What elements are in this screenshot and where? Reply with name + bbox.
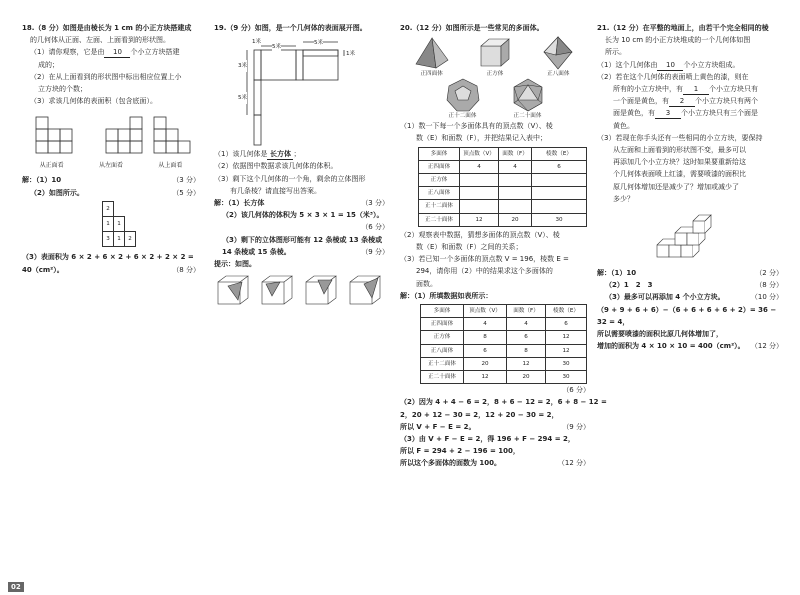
q19-hint-svg	[214, 272, 389, 308]
q18-label-front: 从正面看	[39, 162, 64, 170]
q21-sol3: （3）最多可以再添加 4 个小立方块。	[605, 293, 725, 302]
q21-sol2: （2）1 2 3	[605, 281, 653, 290]
table-row: 正四面体 4 4 6	[419, 160, 587, 173]
q21-blank-3: 2	[669, 97, 695, 107]
grid-cell: 2	[103, 201, 114, 216]
question-19: 19.（9 分）如图，是一个几何体的表面展开图。 1米 5米 5米 1米 3米 5米 （1）该几何体是 长方体 ； （2）依据图中数据求该几何体的体积。 （3）剩下这个几何体的一个角，剩余的立体图形 有几条棱？请直接写出答案。 解：（1）长方体 （3 分） （2）该几何体的体积为 5 × 3 × 1 = 15（米³）。 （6 分） （3）剩下的立体图形可能有 12 条棱或 13 条棱或 14 条棱或 15 条棱。 （9 分） 提示：如图。	[214, 22, 389, 308]
page-footer	[8, 574, 24, 593]
table-row: 正八面体 6 8 12	[421, 344, 587, 357]
octahedron-icon	[540, 36, 576, 70]
table-row: 正八面体	[419, 187, 587, 200]
grid-cell: 2	[125, 232, 136, 247]
question-20: 20.（12 分）如图所示是一些常见的多面体。 正四面体 正方体 正八面体 正十二面体 正二十面体 （1）数一下每一个多面体具有的顶点数（V）、棱 数（E）和面数（F），并把结果记入表中； 多面体 顶点数（V） 面数（F） 棱数（E） 正四面体 4 4 6 正方体 正八面体 正十二面体 正二十面体 12 20 30 （2）观察表中数据，猜想多面体的顶点数（V）、棱 数（E）和面数（F）之间的关系； （3）若已知一个多面体的顶点数 V = 196，棱数 E = 294，请你用（2）中的结果求这个多面体的 面数。 解：（1）所填数据如表所示： 多面体 顶点数（V） 面数（F） 棱数（E） 正四面体 4 4 6 正方体 8 6 12 正八面体 6 8 12 正十二面体 20 12 30 正二十面体 12 20 30 （6 分） （2）因为 4 + 4 − 6 = 2，8 + 6 − 12 = 2，6 + 8 − 12 = 2，20 + 12 − 30 = 2，12 + 20 − 30 = 2， 所以 V + F − E = 2。 （9 分） （3）由 V + F − E = 2，得 196 + F − 294 = 2， 所以 F = 294 + 2 − 196 = 100， 所以这个多面体的面数为 100。 （12 分）	[400, 24, 607, 468]
q18-label-top: 从上面看	[158, 162, 183, 170]
question-18: 18.（8 分）如图是由棱长为 1 cm 的小正方块搭建成 的几何体从正面、左面、上面看到的形状图。 （1）请你观察，它是由 10 个小立方块搭建 成的； （2）在从上面看到的形状图中标出相应位置上小 立方块的个数； （3）求该几何体的表面积（包含底面）。 从正面看 从左面看 从上面看 解：（1）10 （3 分） （2）如图所示。 （5 分） 2 1 1 3 1 2 （3）表面积为 6 × 2 + 6 × 2 + 6 × 2 + 2 × 2 = 40（cm²）。 （8 分）	[22, 24, 200, 274]
q19-sol3: （3）剩下的立体图形可能有 12 条棱或 13 条棱或	[222, 235, 383, 244]
dim-label: 1米	[346, 51, 356, 58]
q18-views-svg	[22, 113, 200, 161]
shape-label: 正十二面体	[448, 113, 477, 120]
grid-cell: 1	[103, 217, 114, 232]
q19-head: 19.（9 分）如图，是一个几何体的表面展开图。	[214, 24, 367, 32]
cube-icon	[477, 36, 513, 70]
q18-count-grid	[102, 201, 200, 248]
q19-hint: 提示：如图。	[214, 260, 256, 269]
q20-table-question: 多面体 顶点数（V） 面数（F） 棱数（E） 正四面体 4 4 6 正方体 正八面体 正十二面体 正二十面体 12 20 30	[418, 147, 587, 227]
shape-label: 正四面体	[420, 71, 443, 78]
grid-cell: 1	[114, 232, 125, 247]
q20-sol2: （2）因为 4 + 4 − 6 = 2，8 + 6 − 12 = 2，6 + 8 − 12 =	[400, 398, 607, 407]
q19-blank-1: 长方体	[267, 150, 293, 160]
table-row: 正方体 8 6 12	[421, 331, 587, 344]
q21-blank-4: 3	[655, 109, 681, 119]
dim-label: 5米	[272, 41, 281, 53]
q18-blank-1: 10	[104, 48, 130, 58]
grid-cell: 1	[114, 217, 125, 232]
table-row: 正二十面体 12 20 30	[421, 371, 587, 384]
q21-blank-2: 1	[683, 85, 709, 95]
q21-cube-stack-svg	[653, 211, 717, 261]
q20-polyhedra-row-1	[400, 36, 590, 78]
q19-hint-cubes	[214, 272, 389, 308]
shape-label: 正二十面体	[513, 113, 542, 120]
table-row: 正十二面体 20 12 30	[421, 357, 587, 370]
q18-head: 18.（8 分）如图是由棱长为 1 cm 的小正方块搭建成	[22, 24, 192, 32]
q21-sol1: 解：（1）10	[597, 269, 637, 278]
q21-blank-1: 10	[657, 61, 683, 71]
icosahedron-icon	[510, 78, 546, 112]
question-21: 21.（12 分）在平整的地面上，由若干个完全相同的棱 长为 10 cm 的小正方块堆成的一个几何体如图 所示。 （1）这个几何体由 10 个小立方块组成。 （2）若在这个几何体的表面喷上黄色的漆，则在 所有的小立方块中，有 1 个小立方块只有 一个面是黄色，有 2 个小立方块只有两个 面是黄色，有 3 个小立方块只有三个面是 黄色。 （3）若现在你手头还有一些相同的小立方块，要保持 从左面和上面看到的形状图不变，最多可以 再添加几个小立方块？这时如果要重新给这 个几何体表面喷上红漆，需要喷漆的面积比 原几何体增加还是减少了？增加或减少了 多少？ 解：（1）10 （2 分） （2）1 2 3 （8 分） （3）最多可以再添加 4 个小立方块。 （10 分） （9 + 9 + 6 + 6）−（6 + 6 + 6 + 6 + 2）= 36 − 32 = 4， 所以需要喷漆的面积比原几何体增加了， 增加的面积为 4 × 10 × 10 = 400（cm²）。 （12 分）	[597, 24, 783, 351]
table-row: 正方体	[419, 174, 587, 187]
shape-label: 正方体	[486, 71, 504, 78]
q18-sol2: （2）如图所示。	[30, 188, 84, 197]
q21-cube-stack-figure	[653, 211, 783, 261]
q18-label-left: 从左面看	[98, 162, 123, 170]
q20-sol3: （3）由 V + F − E = 2，得 196 + F − 294 = 2，	[400, 435, 575, 444]
q20-sol1: 解：（1）所填数据如表所示：	[400, 291, 493, 300]
page-number: 02	[8, 582, 24, 592]
dim-label: 5米	[238, 92, 247, 104]
q18-sol3: （3）表面积为 6 × 2 + 6 × 2 + 6 × 2 + 2 × 2 =	[22, 253, 194, 262]
grid-cell: 3	[103, 232, 114, 247]
q19-sol1: 解：（1）长方体	[214, 199, 265, 208]
q20-head: 20.（12 分）如图所示是一些常见的多面体。	[400, 24, 544, 32]
q18-head2: 的几何体从正面、左面、上面看到的形状图。	[30, 36, 170, 45]
dim-label: 3米	[238, 60, 247, 72]
dim-label: 5米	[314, 37, 323, 49]
q20-table-answer: 多面体 顶点数（V） 面数（F） 棱数（E） 正四面体 4 4 6 正方体 8 6 12 正八面体 6 8 12 正十二面体 20 12 30 正二十面体 12 20 30	[420, 304, 587, 384]
q19-sol2: （2）该几何体的体积为 5 × 3 × 1 = 15（米³）。	[222, 211, 384, 220]
q20-polyhedra-row-2	[400, 78, 590, 120]
dodecahedron-icon	[445, 78, 481, 112]
shape-label: 正八面体	[547, 71, 570, 78]
q19-net-figure	[214, 36, 389, 148]
table-row: 正二十面体 12 20 30	[419, 213, 587, 226]
q18-views-figure	[22, 113, 200, 170]
tetrahedron-icon	[414, 36, 450, 70]
table-row: 正四面体 4 4 6	[421, 318, 587, 331]
q21-head: 21.（12 分）在平整的地面上，由若干个完全相同的棱	[597, 24, 769, 32]
dim-label: 1米	[252, 36, 261, 48]
q18-sol1: 解：（1）10	[22, 176, 62, 185]
table-row: 正十二面体	[419, 200, 587, 213]
